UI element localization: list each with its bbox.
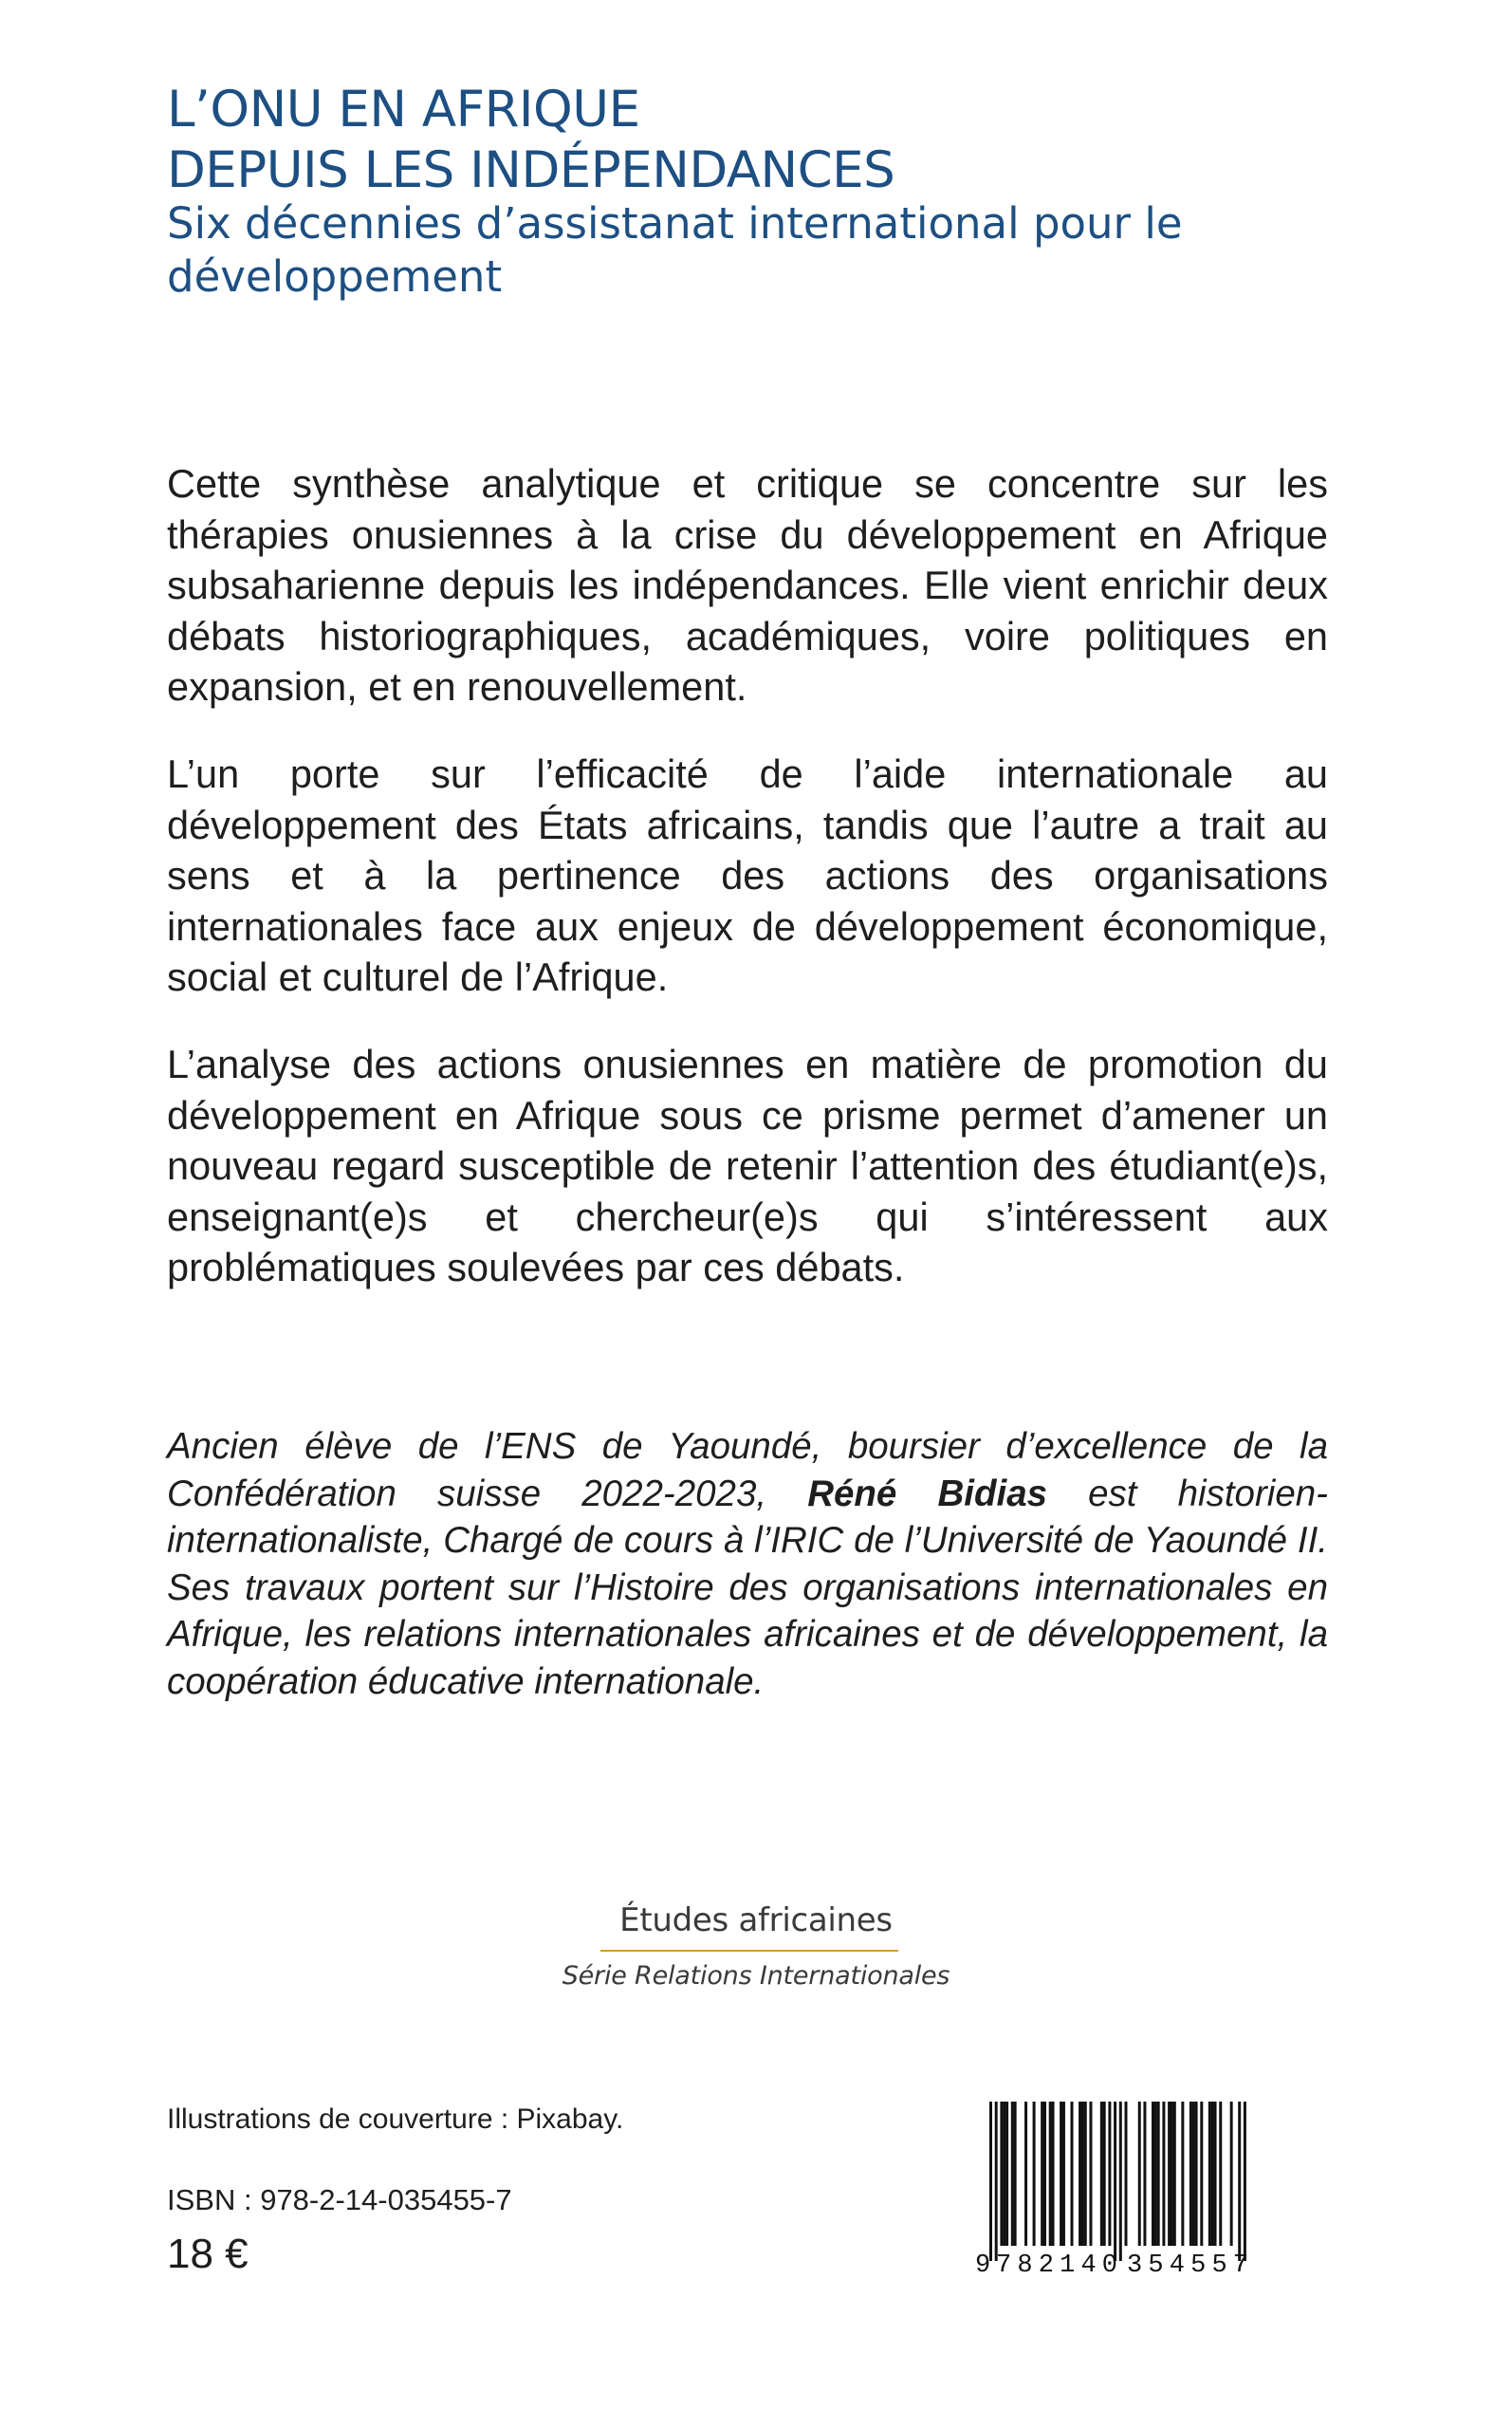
barcode-bar xyxy=(1114,2102,1116,2261)
series-name: Études africaines xyxy=(619,1901,893,1939)
author-bio xyxy=(167,1423,1328,1705)
barcode-bar xyxy=(1154,2102,1157,2246)
barcode-bar xyxy=(1041,2102,1043,2246)
barcode-bar xyxy=(1200,2102,1203,2246)
isbn: ISBN : 978-2-14-035455-7 xyxy=(167,2183,512,2216)
barcode-bar xyxy=(1079,2102,1081,2246)
series-divider xyxy=(600,1950,898,1952)
barcode-bar xyxy=(1208,2102,1211,2246)
barcode-bar xyxy=(1108,2102,1111,2246)
barcode-bar xyxy=(1238,2102,1241,2261)
barcode-bar xyxy=(1014,2102,1017,2246)
barcode-bar xyxy=(995,2102,998,2261)
barcode-bar xyxy=(1081,2102,1084,2246)
barcode-bar xyxy=(1089,2102,1092,2246)
book-title xyxy=(167,80,1400,201)
barcode-bar xyxy=(1219,2102,1222,2246)
barcode-bar xyxy=(1192,2102,1195,2246)
barcode-bar xyxy=(1211,2102,1214,2246)
barcode-bar xyxy=(1052,2102,1055,2246)
barcode-right-digits: 354557 xyxy=(1127,2251,1248,2275)
barcode-bar xyxy=(1195,2102,1198,2246)
barcode-bar xyxy=(1000,2102,1003,2246)
barcode-bar xyxy=(989,2102,992,2261)
price: 18 € xyxy=(167,2231,249,2277)
barcode-bar xyxy=(1162,2102,1165,2246)
barcode-bar xyxy=(1173,2102,1176,2246)
barcode-bar xyxy=(1171,2102,1173,2246)
barcode-bar xyxy=(1138,2102,1141,2246)
barcode-bar xyxy=(1214,2102,1217,2246)
summary-paragraph-2: L’un porte sur l’efficacité de l’aide internationale au développement des États africains, tandis que l’autre a trait au sens et à la pertinence des actions des organisations internationales face aux enjeux de développement économique, social et culturel de l’Afrique. xyxy=(167,751,1328,999)
barcode-bar xyxy=(1230,2102,1233,2246)
barcode-bars xyxy=(989,2102,1246,2261)
barcode-bar xyxy=(1189,2102,1192,2246)
series-subtitle: Série Relations Internationales xyxy=(562,1961,950,1991)
barcode-bar xyxy=(1244,2102,1246,2261)
barcode-bar xyxy=(1011,2102,1014,2246)
barcode-bar xyxy=(1168,2102,1171,2246)
barcode-bar xyxy=(1033,2102,1036,2246)
barcode-bar xyxy=(1049,2102,1052,2246)
barcode-bar xyxy=(1119,2102,1122,2261)
barcode-bar xyxy=(1024,2102,1027,2246)
barcode-bar xyxy=(1043,2102,1046,2246)
barcode-bar xyxy=(1071,2102,1074,2246)
barcode-bar xyxy=(1060,2102,1062,2246)
author-name: Réné Bidias xyxy=(807,1473,1048,1514)
barcode-bar xyxy=(1157,2102,1160,2246)
summary-paragraph-1: Cette synthèse analytique et critique se concentre sur les thérapies onusiennes à la crise du développement en Afrique subsaharienne depuis les indépendances. Elle vient enrichir deux débats historiographiques, académiques, voire politiques en expansion, et en renouvellement. xyxy=(167,461,1328,709)
barcode-bar xyxy=(1084,2102,1087,2246)
barcode-bar xyxy=(1062,2102,1065,2246)
book-title-line-2: DEPUIS LES INDÉPENDANCES xyxy=(167,141,895,199)
barcode-bar xyxy=(1005,2102,1008,2246)
book-title-line-1: L’ONU EN AFRIQUE xyxy=(167,81,640,139)
barcode-first-digit: 9 xyxy=(975,2251,991,2275)
cover-illustration-credit: Illustrations de couverture : Pixabay. xyxy=(167,2103,624,2135)
barcode-bar xyxy=(1003,2102,1005,2246)
barcode-bar xyxy=(1143,2102,1146,2246)
author-bio-rest: est historien-internationaliste, Chargé de cours à l’IRIC de l’Université de Yaoundé II. Ses travaux portent sur l’Histoire des organisations internationales en Afrique, les relations internationales africaines et de développement, la coopération éducative internationale. xyxy=(167,1473,1328,1702)
barcode xyxy=(973,2100,1258,2275)
barcode-left-digits: 782140 xyxy=(996,2251,1117,2275)
barcode-bar xyxy=(1152,2102,1154,2246)
summary-paragraph-3: L’analyse des actions onusiennes en matière de promotion du développement en Afrique sous ce prisme permet d’amener un nouveau regard susceptible de retenir l’attention des étudiant(e)s, enseignant(e)s et chercheur(e)s qui s’intéressent aux problématiques soulevées par ces débats. xyxy=(167,1042,1328,1289)
book-subtitle: Six décennies d’assistanat international pour le développement xyxy=(167,198,1183,302)
barcode-bar xyxy=(1125,2102,1128,2246)
barcode-bar xyxy=(1103,2102,1106,2246)
barcode-bar xyxy=(1181,2102,1184,2246)
author-bio-intro: Ancien élève de l’ENS de Yaoundé, boursier d’excellence de la Confédération suisse 2022-2023, xyxy=(167,1426,1328,1514)
barcode-bar xyxy=(1100,2102,1103,2246)
